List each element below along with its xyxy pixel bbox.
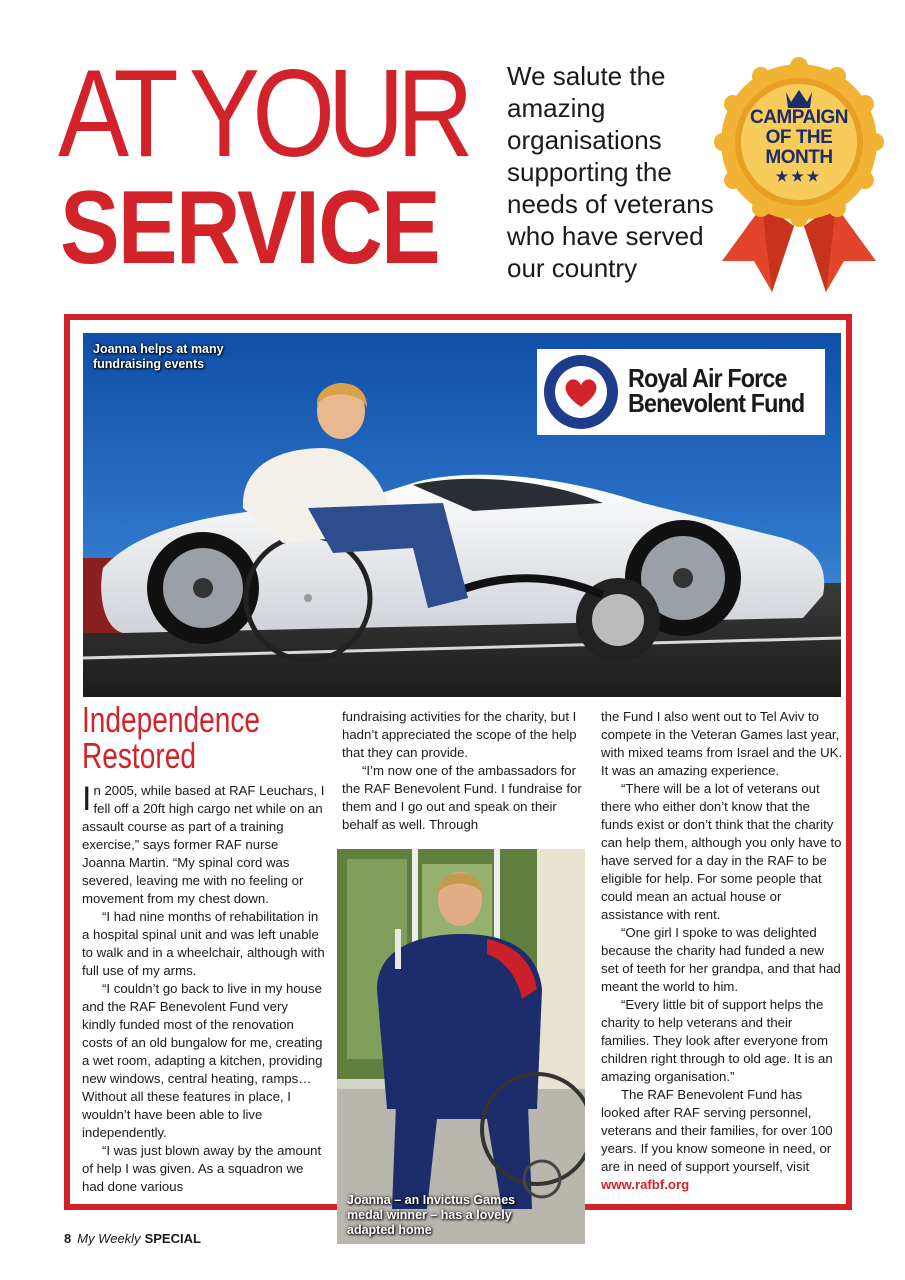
page-number: 8 <box>64 1231 72 1246</box>
badge-line-month: MONTH <box>765 147 833 168</box>
paragraph: “I couldn’t go back to live in my house and the RAF Benevolent Fund very kindly funded most of the renovation costs of an old bungalow for me, creating a wet room, adapting a kitchen, providing new windows, central heating, ramps… Without all these features in place, I wouldn’t have been able to live independently. <box>82 981 323 1140</box>
edition-label: SPECIAL <box>144 1231 201 1246</box>
logo-line-2: Benevolent Fund <box>628 388 805 418</box>
badge-stars: ★★★ <box>775 168 823 184</box>
inset-photo <box>337 849 585 1244</box>
paragraph: “Every little bit of support helps the charity to help veterans and their families. They look after everyone from children right through to old age. It is an amazing organisation.” <box>601 997 833 1084</box>
logo-line-1: Royal Air Force <box>628 363 787 393</box>
headline-service: SERVICE <box>60 170 440 286</box>
magazine-name: My Weekly <box>77 1231 141 1246</box>
article-column-2 <box>342 708 582 834</box>
standfirst: We salute the amazing organisations supporting the needs of veterans who have served our country <box>507 61 714 283</box>
paragraph: In 2005, while based at RAF Leuchars, I fell off a 20ft high cargo net while on an assault course as part of a training exercise,” says former RAF nurse Joanna Martin. “My spinal cord was severed, leaving me with no feeling or movement from my chest down. <box>82 780 325 906</box>
paragraph: fundraising activities for the charity, but I hadn’t appreciated the scope of the help that they can provide. <box>342 709 577 760</box>
badge-line-of-the: OF THE <box>765 127 833 148</box>
page-footer <box>64 1231 201 1247</box>
inset-photo-caption: Joanna – an Invictus Games medal winner – has a lovely adapted home <box>347 1193 516 1237</box>
paragraph: The RAF Benevolent Fund has looked after RAF serving personnel, veterans and their families, for over 100 years. If you know someone in need, or are in need of support yourself, visit www.rafbf.org <box>601 1087 833 1192</box>
drop-cap: I <box>82 780 92 818</box>
paragraph: “There will be a lot of veterans out there who either don’t know that the funds exist or don’t think that the charity can help them, although you only have to have served for a day in the RAF to be eligible for help. For some people that could mean an actual house or assistance with rent. <box>601 781 842 922</box>
paragraph: “I had nine months of rehabilitation in a hospital spinal unit and was left unable to walk and in a wheelchair, although with full use of my arms. <box>82 909 325 978</box>
heading-line-1: Independence <box>82 699 261 740</box>
main-photo-caption: Joanna helps at many fundraising events <box>93 342 224 371</box>
website-link[interactable]: www.rafbf.org <box>601 1177 690 1192</box>
logo-text <box>628 363 805 418</box>
article-column-1 <box>82 782 325 1196</box>
paragraph: “I’m now one of the ambassadors for the RAF Benevolent Fund. I fundraise for them and I go out and speak on their behalf as well. Through <box>342 763 582 832</box>
paragraph: “I was just blown away by the amount of help I was given. As a squadron we had done various <box>82 1143 322 1194</box>
badge-line-campaign: CAMPAIGN <box>749 107 849 128</box>
campaign-of-the-month-badge <box>714 56 884 296</box>
heading-line-2: Restored <box>82 735 196 776</box>
paragraph: “One girl I spoke to was delighted because the charity had funded a new set of teeth for her grandpa, and that had meant the world to him. <box>601 925 841 994</box>
headline-at-your: AT YOUR <box>58 45 467 183</box>
article-column-3 <box>601 708 844 1194</box>
paragraph: the Fund I also went out to Tel Aviv to compete in the Veteran Games last year, with mixed teams from Israel and the UK. It was an amazing experience. <box>601 709 843 778</box>
article-heading <box>82 699 269 776</box>
